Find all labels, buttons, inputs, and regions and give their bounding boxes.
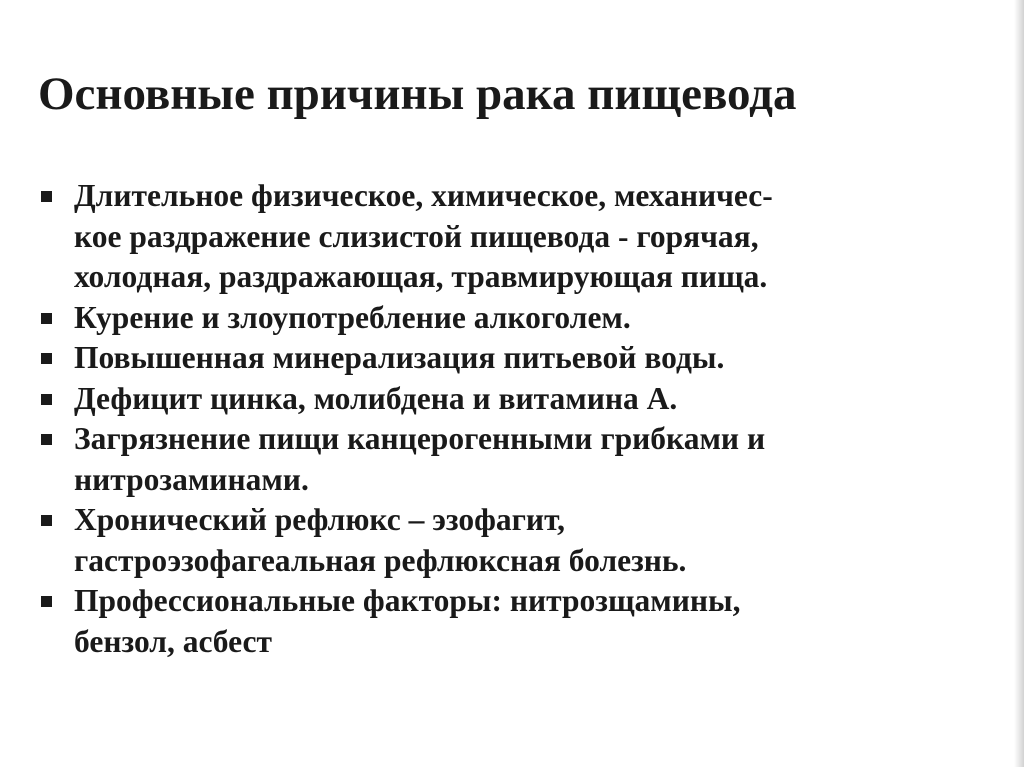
square-bullet-icon [41,191,52,202]
square-bullet-icon [41,515,52,526]
bullet-item-water-mineralization [38,338,998,379]
slide-title: Основные причины рака пищевода [38,68,797,120]
bullet-text-line: Повышенная минерализация питьевой воды. [74,340,725,375]
square-bullet-icon [41,596,52,607]
bullet-text-line: бензол, асбест [74,623,272,659]
bullet-text-line: Курение и злоупотребление алкоголем. [74,299,631,335]
bullet-item-causes-irritation [38,176,998,298]
bullet-text-line: Профессиональные факторы: нитрозщамины, [74,583,741,618]
square-bullet-icon [41,353,52,364]
square-bullet-icon [41,313,52,324]
bullet-item-smoking-alcohol [38,298,998,339]
bullet-text-line: кое раздражение слизистой пищевода - горячая, [74,218,759,254]
bullet-item-deficiency [38,379,998,420]
bullet-list [38,176,998,662]
bullet-text-line: гастроэзофагеальная рефлюксная болезнь. [74,542,687,578]
bullet-item-occupational-factors [38,581,998,662]
square-bullet-icon [41,434,52,445]
bullet-text-line: холодная, раздражающая, травмирующая пища. [74,259,768,294]
bullet-text-line: Дефицит цинка, молибдена и витамина А. [74,380,678,416]
bullet-item-food-contamination [38,419,998,500]
bullet-text-line: Длительное физическое, химическое, механичес- [74,178,773,213]
bullet-text-line: нитрозаминами. [74,461,309,497]
bullet-text-line: Загрязнение пищи канцерогенными грибками и [74,421,766,456]
square-bullet-icon [41,394,52,405]
bullet-item-chronic-reflux [38,500,998,581]
bullet-text-line: Хронический рефлюкс – эзофагит, [74,502,566,537]
